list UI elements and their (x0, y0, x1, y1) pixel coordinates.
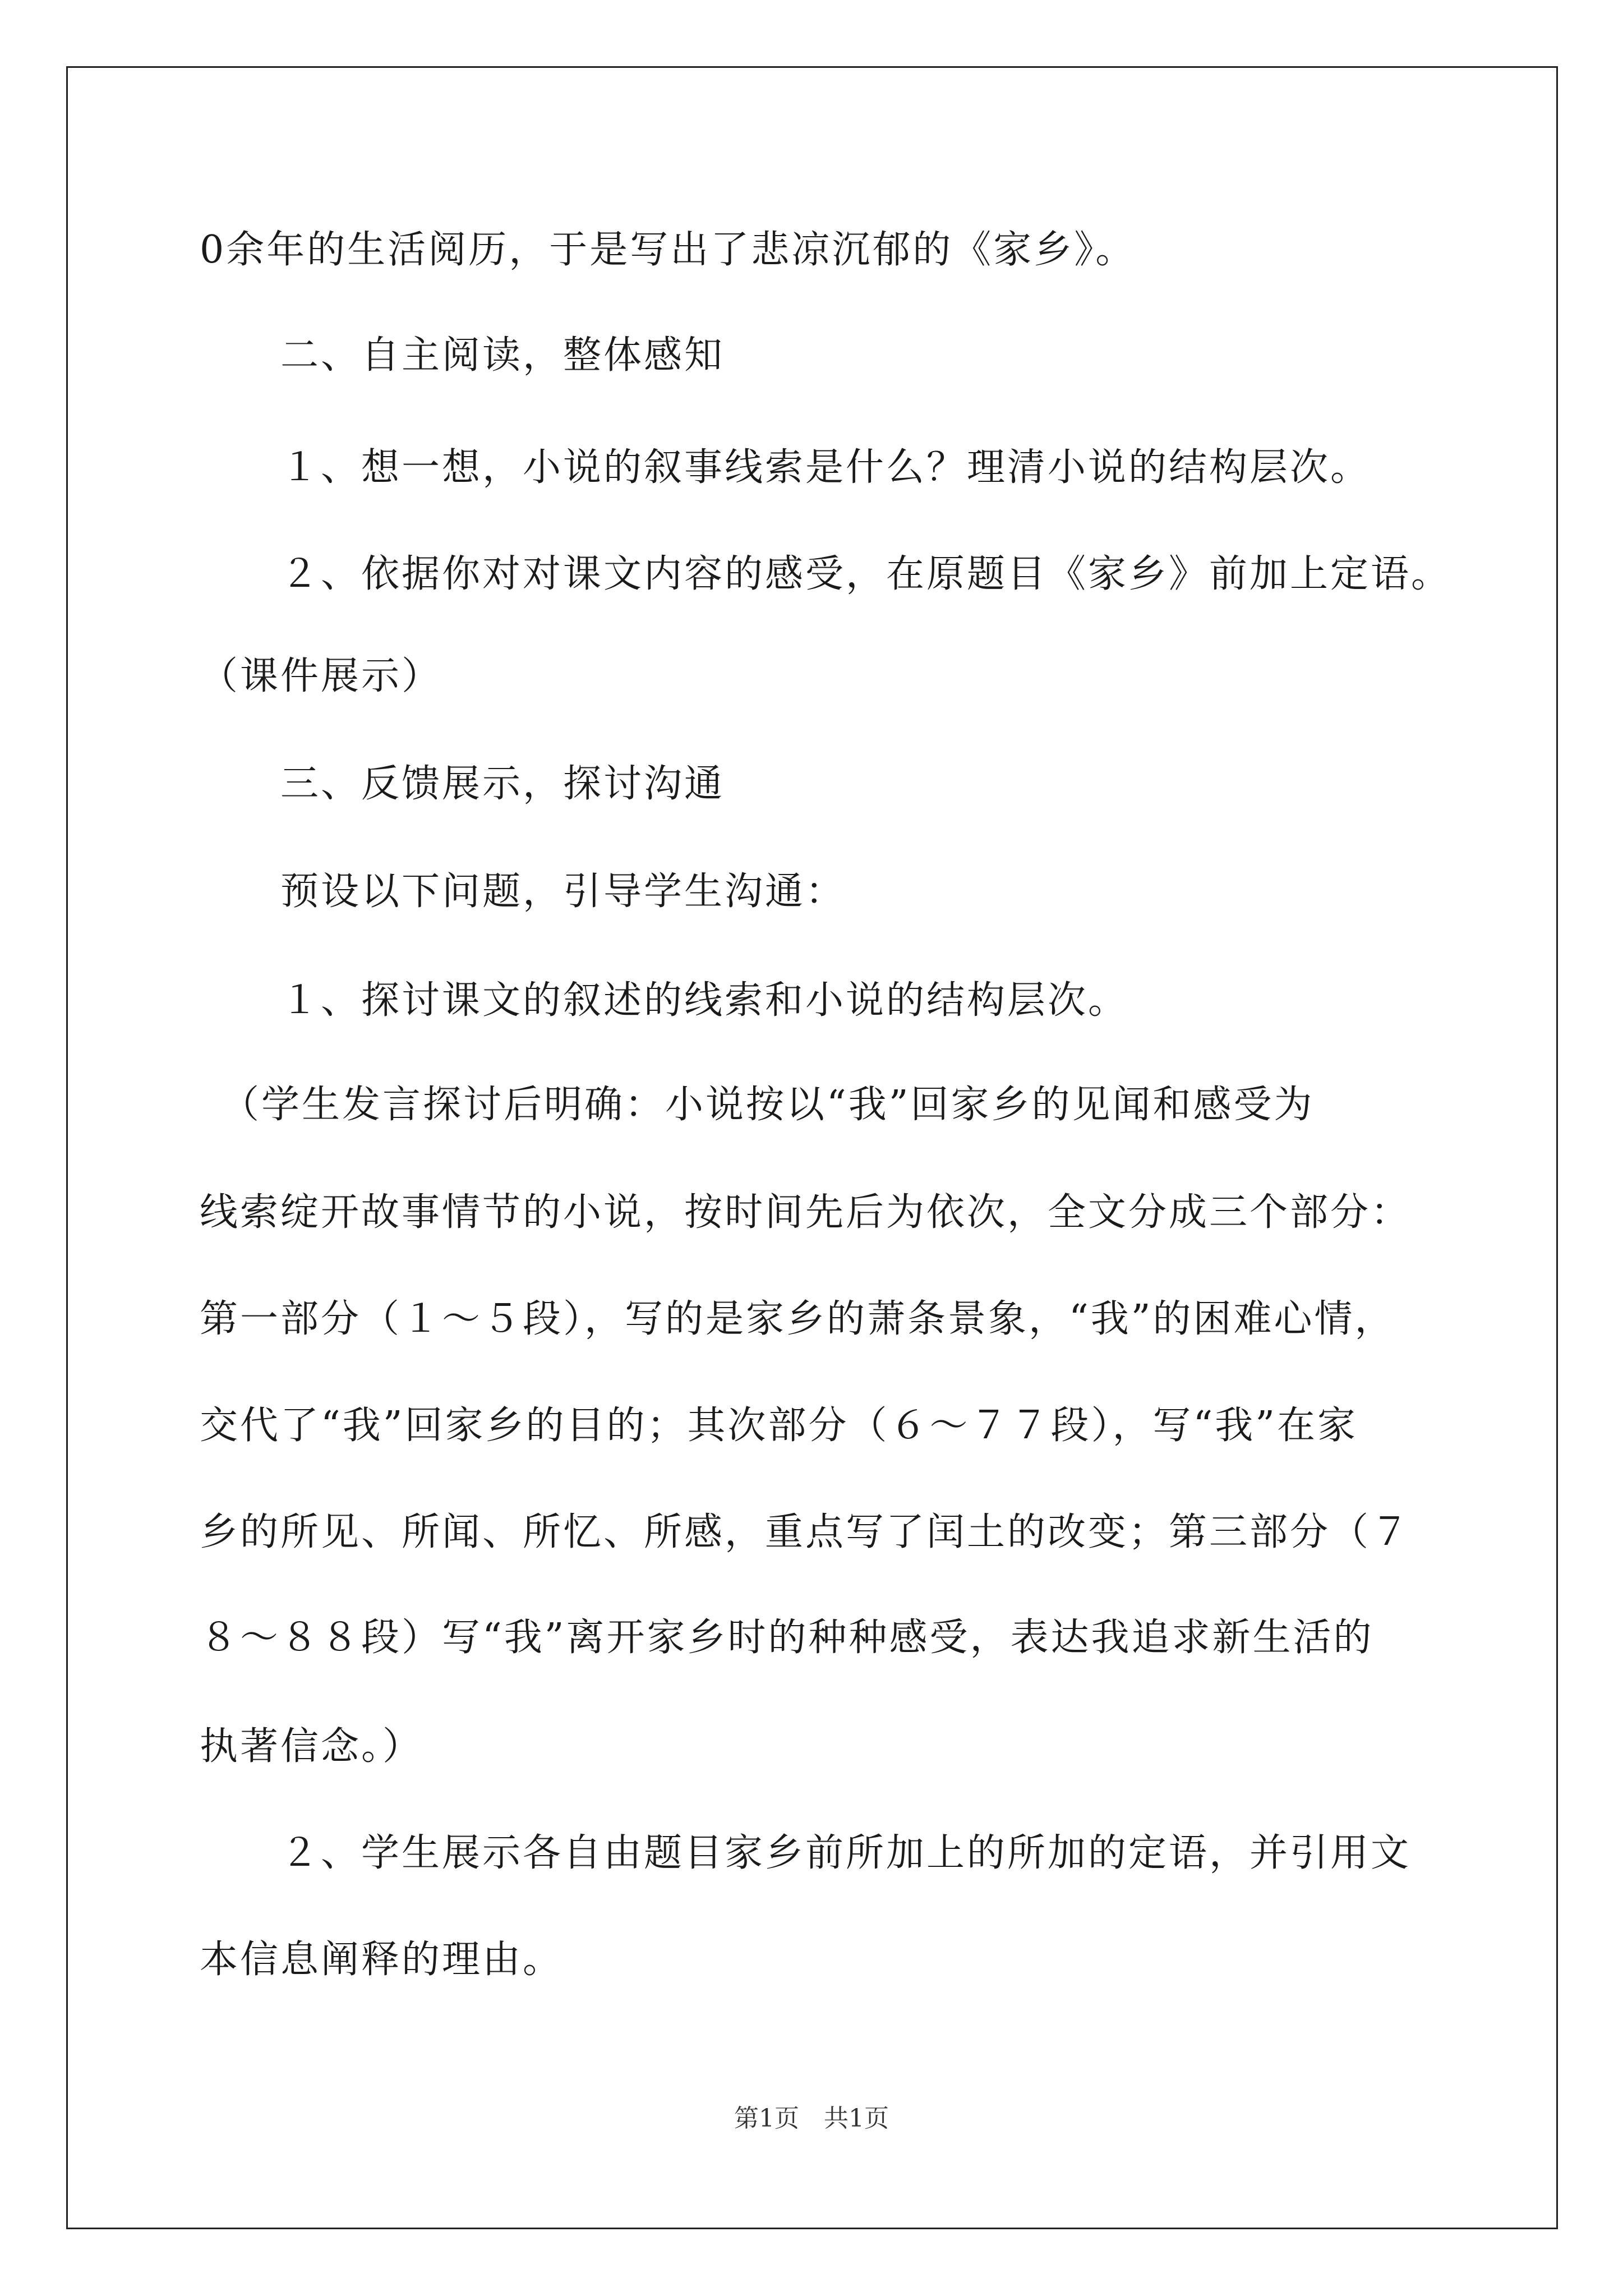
text-line: ２、依据你对对课文内容的感受，在原题目《家乡》前加上定语。 (200, 552, 1452, 596)
text-line: 执著信念。） (200, 1724, 423, 1769)
section-heading: 二、自主阅读，整体感知 (200, 333, 725, 378)
text-line: （学生发言探讨后明确：小说按以“我”回家乡的见闻和感受为 (200, 1083, 1315, 1127)
text-line: 第一部分（１～５段），写的是家乡的萧条景象，“我”的困难心情， (200, 1297, 1395, 1341)
text-line: （课件展示） (200, 654, 442, 698)
text-line: 0余年的生活阅历，于是写出了悲凉沉郁的《家乡》。 (200, 228, 1136, 272)
text-line: １、探讨课文的叙述的线索和小说的结构层次。 (200, 978, 1129, 1023)
text-line: 乡的所见、所闻、所忆、所感，重点写了闰土的改变；第三部分（７ (200, 1510, 1412, 1554)
page-number: 第1页 共1页 (734, 2104, 889, 2133)
page-border (66, 66, 1558, 2229)
text-line: 预设以下问题，引导学生沟通： (200, 869, 846, 914)
section-heading: 三、反馈展示，探讨沟通 (200, 762, 725, 806)
text-line: ２、学生展示各自由题目家乡前所加上的所加的定语，并引用文 (200, 1831, 1412, 1875)
text-line: 交代了“我”回家乡的目的；其次部分（６～７７段），写“我”在家 (200, 1404, 1358, 1448)
text-line: 线索绽开故事情节的小说，按时间先后为依次，全文分成三个部分： (200, 1190, 1412, 1235)
text-line: １、想一想，小说的叙事线索是什么？理清小说的结构层次。 (200, 445, 1371, 490)
text-line: 本信息阐释的理由。 (200, 1938, 564, 1982)
text-line: ８～８８段）写“我”离开家乡时的种种感受，表达我追求新生活的 (200, 1616, 1374, 1660)
